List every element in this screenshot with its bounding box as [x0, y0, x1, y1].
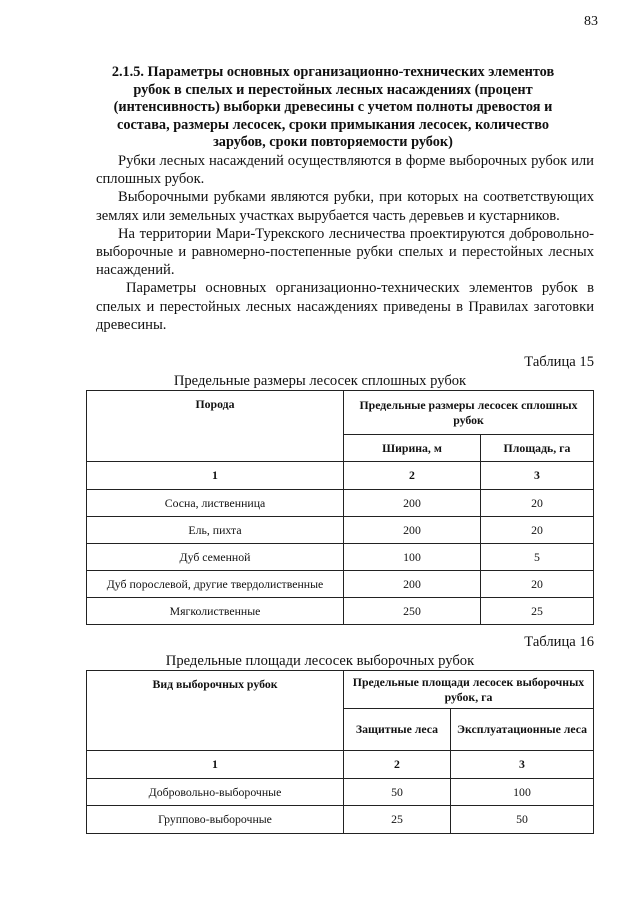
table-cell: Добровольно-выборочные	[87, 779, 344, 806]
table-cell: 100	[344, 544, 481, 571]
table15-group-header: Предельные размеры лесосек сплошных рубок	[344, 391, 594, 435]
table-cell: Мягколиственные	[87, 598, 344, 625]
table15	[86, 390, 594, 625]
heading-line: 2.1.5. Параметры основных организационно-технических элементов	[111, 64, 555, 80]
table16-colnum: 1	[87, 751, 344, 779]
table-row	[87, 571, 594, 598]
table16-group-header: Предельные площади лесосек выборочных рубок, га	[344, 671, 594, 709]
table16	[86, 670, 594, 834]
table15-col1-header: Порода	[87, 391, 344, 462]
table-cell: 200	[344, 571, 481, 598]
heading-line: (интенсивность) выборки древесины с учетом полноты древостоя и	[113, 99, 553, 116]
table-row	[87, 544, 594, 571]
table16-subheader: Защитные леса	[344, 709, 451, 751]
table15-caption: Предельные размеры лесосек сплошных рубок	[173, 373, 467, 389]
table15-colnum: 1	[87, 462, 344, 490]
paragraph: Параметры основных организационно-технических элементов рубок в спелых и перестойных лесных насаждениях приведены в Правилах заготовки древесины.	[96, 280, 594, 333]
table15-subheader: Ширина, м	[344, 435, 481, 462]
table15-colnum: 2	[344, 462, 481, 490]
paragraph: Рубки лесных насаждений осуществляются в форме выборочных рубок или сплошных рубок.	[96, 153, 594, 188]
table-cell: 20	[481, 517, 594, 544]
table16-label: Таблица 16	[524, 634, 594, 650]
table-cell: Сосна, лиственница	[87, 490, 344, 517]
table-cell: 20	[481, 571, 594, 598]
table-cell: 200	[344, 490, 481, 517]
table15-label: Таблица 15	[524, 354, 594, 370]
table-cell: 20	[481, 490, 594, 517]
paragraph: Выборочными рубками являются рубки, при которых на соответствующих землях или земельных участках вырубается часть деревьев и кустарников.	[96, 189, 594, 224]
table15-subheader: Площадь, га	[481, 435, 594, 462]
table-row	[87, 779, 594, 806]
table-row	[87, 806, 594, 834]
table16-subheader: Эксплуатационные леса	[451, 709, 594, 751]
table-row	[87, 598, 594, 625]
paragraph: На территории Мари-Турекского лесничества проектируются добровольно-выборочные и равномерно-постепенные рубки спелых и перестойных лесных насаждений.	[96, 225, 594, 279]
section-heading	[98, 64, 568, 152]
table-cell: 250	[344, 598, 481, 625]
table-cell: Группово-выборочные	[87, 806, 344, 834]
table-cell: Дуб порослевой, другие твердолиственные	[87, 571, 344, 598]
table16-colnum: 3	[451, 751, 594, 779]
table-cell: 5	[481, 544, 594, 571]
table16-colnum: 2	[344, 751, 451, 779]
page-number: 83	[584, 14, 598, 29]
table-cell: 50	[451, 806, 594, 834]
table-cell: 50	[344, 779, 451, 806]
table-cell: Дуб семенной	[87, 544, 344, 571]
body-text	[96, 152, 594, 334]
table-row	[87, 490, 594, 517]
table-cell: 25	[481, 598, 594, 625]
table16-caption: Предельные площади лесосек выборочных рубок	[165, 653, 475, 669]
heading-line: рубок в спелых и перестойных лесных насаждениях (процент	[133, 81, 533, 98]
table-cell: 25	[344, 806, 451, 834]
heading-line: зарубов, сроки повторяемости рубок)	[213, 134, 453, 151]
table15-colnum: 3	[481, 462, 594, 490]
table-cell: Ель, пихта	[87, 517, 344, 544]
table-cell: 200	[344, 517, 481, 544]
heading-line: состава, размеры лесосек, сроки примыкания лесосек, количество	[117, 116, 549, 133]
table16-col1-header: Вид выборочных рубок	[87, 671, 344, 751]
table-cell: 100	[451, 779, 594, 806]
table-row	[87, 517, 594, 544]
